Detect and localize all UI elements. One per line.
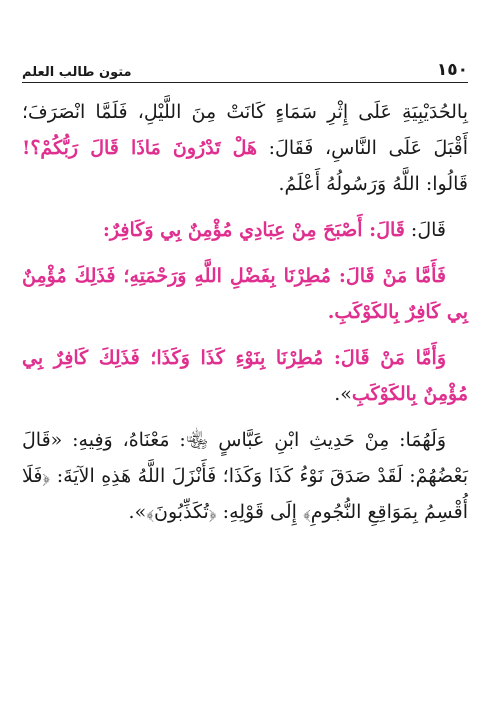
paragraph-3-highlight: فَأَمَّا مَنْ قَالَ: مُطِرْنَا بِفَضْلِ اللَّهِ وَرَحْمَتِهِ؛ فَذَلِكَ مُؤْمِنٌ بِي كَافِرٌ بِالكَوْكَبِ. [22, 265, 468, 323]
page-header [22, 50, 468, 80]
paragraph-2 [22, 212, 468, 248]
paragraph-1 [22, 94, 468, 202]
page-number: ١٥٠ [436, 60, 468, 80]
paragraph-1-text-a: بِالحُدَيْبِيَةِ عَلَى إِثْرِ سَمَاءٍ كَانَتْ مِنَ اللَّيْلِ، فَلَمَّا انْصَرَفَ؛ أَقْبَلَ عَلَى النَّاسِ، فَقَالَ: [22, 101, 468, 159]
running-title: متون طالب العلم [22, 65, 132, 80]
paragraph-4-text: ». [334, 383, 352, 405]
paragraph-2-highlight: قَالَ: أَصْبَحَ مِنْ عِبَادِي مُؤْمِنٌ بِي وَكَافِرٌ: [102, 219, 405, 241]
paragraph-5-text: وَلَهُمَا: مِنْ حَدِيثِ ابْنِ عَبَّاسٍ ﵄: مَعْنَاهُ، وَفِيهِ: «قَالَ بَعْضُهُمْ: لَقَدْ صَدَقَ نَوْءُ كَذَا وَكَذَا؛ فَأَنْزَلَ اللَّهُ هَذِهِ الآيَةَ: ﴿فَلَا أُقْسِمُ بِمَوَاقِعِ النُّجُومِ﴾ إِلَى قَوْلِهِ: ﴿تُكَذِّبُونَ﴾». [22, 429, 468, 523]
header-rule [22, 82, 468, 83]
paragraph-2-text: قَالَ: [404, 219, 446, 241]
paragraph-1-text-b: قَالُوا: اللَّهُ وَرَسُولُهُ أَعْلَمُ. [278, 173, 468, 195]
paragraph-4-highlight: وَأَمَّا مَنْ قَالَ: مُطِرْنَا بِنَوْءِ كَذَا وَكَذَا؛ فَذَلِكَ كَافِرٌ بِي مُؤْمِنٌ بِالكَوْكَبِ [22, 347, 468, 405]
paragraph-5 [22, 422, 468, 530]
paragraph-1-highlight: هَلْ تَدْرُونَ مَاذَا قَالَ رَبُّكُمْ؟! [22, 137, 258, 159]
paragraph-3 [22, 258, 468, 330]
paragraph-4 [22, 340, 468, 412]
page-body [22, 94, 468, 530]
